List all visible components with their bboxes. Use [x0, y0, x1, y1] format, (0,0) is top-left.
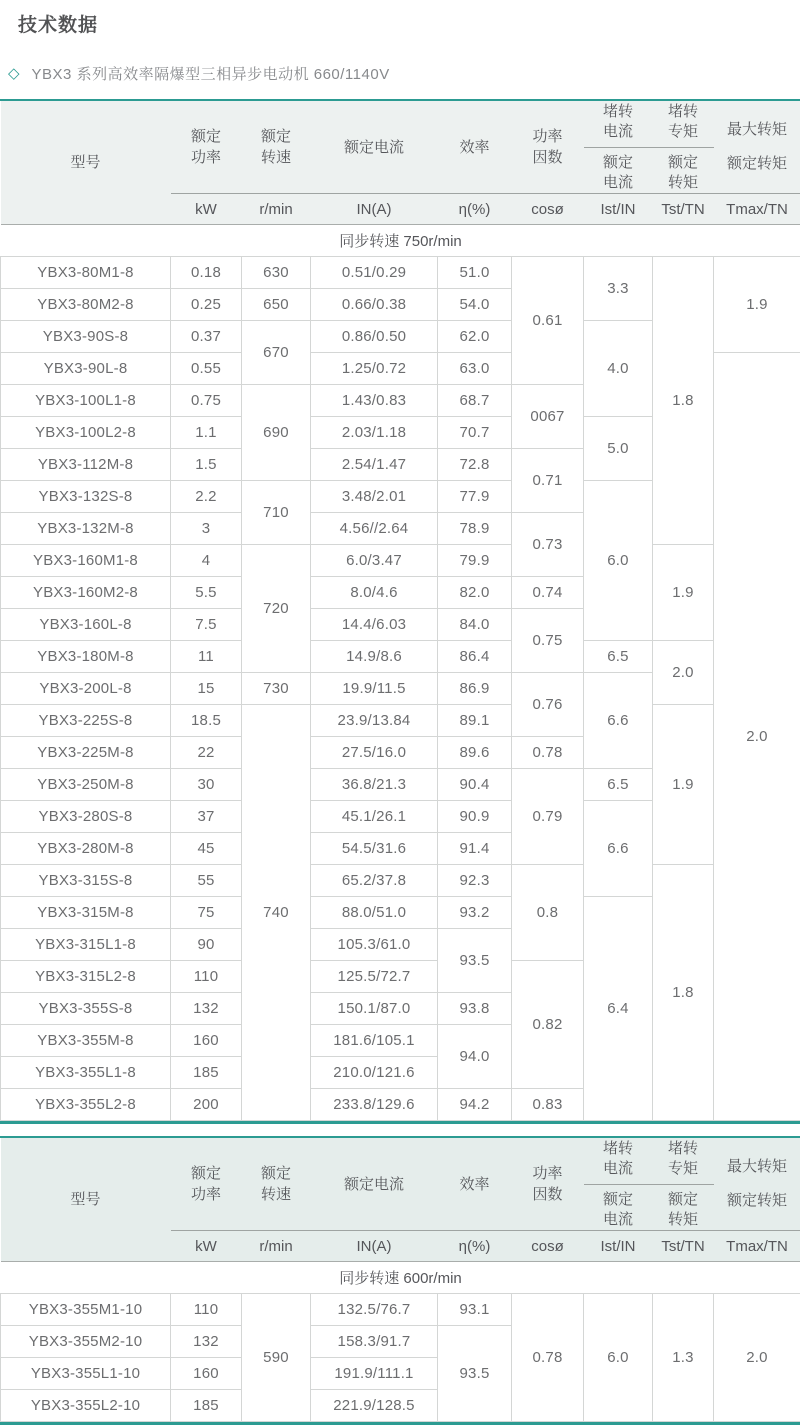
cell-model: YBX3-132M-8 — [1, 513, 171, 545]
cell-speed: 670 — [242, 321, 311, 385]
cell-efficiency: 86.9 — [438, 673, 512, 705]
cell-current: 125.5/72.7 — [311, 961, 438, 993]
cell-efficiency: 89.6 — [438, 737, 512, 769]
cell-model: YBX3-200L-8 — [1, 673, 171, 705]
cell-model: YBX3-90L-8 — [1, 353, 171, 385]
cell-efficiency: 89.1 — [438, 705, 512, 737]
cell-power: 11 — [171, 641, 242, 673]
cell-current: 19.9/11.5 — [311, 673, 438, 705]
unit-efficiency: η(%) — [438, 194, 512, 225]
cell-power-factor: 0.8 — [512, 865, 584, 961]
cell-power: 110 — [171, 961, 242, 993]
cell-model: YBX3-180M-8 — [1, 641, 171, 673]
cell-efficiency: 93.1 — [438, 1294, 512, 1326]
cell-power: 0.55 — [171, 353, 242, 385]
cell-model: YBX3-90S-8 — [1, 321, 171, 353]
unit-tmax-tn: Tmax/TN — [714, 1231, 800, 1262]
cell-current: 105.3/61.0 — [311, 929, 438, 961]
cell-model: YBX3-315M-8 — [1, 897, 171, 929]
cell-power-factor: 0.75 — [512, 609, 584, 673]
column-header-rated-power: 额定 功率 — [171, 1138, 242, 1231]
cell-efficiency: 90.9 — [438, 801, 512, 833]
page-title: 技术数据 — [0, 0, 800, 37]
cell-power: 45 — [171, 833, 242, 865]
header-row-labels — [1, 101, 800, 194]
cell-efficiency: 91.4 — [438, 833, 512, 865]
section-row — [1, 1262, 800, 1294]
cell-power-factor: 0.82 — [512, 961, 584, 1089]
cell-current: 4.56//2.64 — [311, 513, 438, 545]
cell-efficiency: 86.4 — [438, 641, 512, 673]
column-header-locked-torque-ratio — [653, 101, 714, 194]
cell-power-factor: 0.78 — [512, 1294, 584, 1422]
cell-model: YBX3-160L-8 — [1, 609, 171, 641]
column-header-model: 型号 — [1, 101, 171, 225]
cell-current: 27.5/16.0 — [311, 737, 438, 769]
cell-power: 55 — [171, 865, 242, 897]
cell-current: 14.9/8.6 — [311, 641, 438, 673]
cell-efficiency: 93.5 — [438, 929, 512, 993]
fraction-label — [653, 102, 714, 193]
cell-model: YBX3-160M2-8 — [1, 577, 171, 609]
cell-ist-in: 6.6 — [584, 673, 653, 769]
cell-power: 0.25 — [171, 289, 242, 321]
series-subtitle-text: YBX3 系列高效率隔爆型三相异步电动机 660/1140V — [32, 63, 390, 84]
cell-model: YBX3-315S-8 — [1, 865, 171, 897]
cell-power: 90 — [171, 929, 242, 961]
cell-model: YBX3-280S-8 — [1, 801, 171, 833]
cell-power-factor: 0067 — [512, 385, 584, 449]
cell-efficiency: 94.2 — [438, 1089, 512, 1121]
cell-current: 132.5/76.7 — [311, 1294, 438, 1326]
cell-efficiency: 68.7 — [438, 385, 512, 417]
cell-current: 2.03/1.18 — [311, 417, 438, 449]
cell-power-factor: 0.61 — [512, 257, 584, 385]
cell-efficiency: 51.0 — [438, 257, 512, 289]
cell-efficiency: 63.0 — [438, 353, 512, 385]
cell-power-factor: 0.78 — [512, 737, 584, 769]
column-header-max-torque-ratio — [714, 101, 800, 194]
cell-model: YBX3-355L1-10 — [1, 1358, 171, 1390]
cell-speed: 690 — [242, 385, 311, 481]
unit-ist-in: Ist/IN — [584, 1231, 653, 1262]
fraction-denominator: 额定 转矩 — [653, 1185, 714, 1230]
cell-speed: 650 — [242, 289, 311, 321]
fraction-numerator: 堵转 专矩 — [653, 1139, 714, 1185]
cell-power: 22 — [171, 737, 242, 769]
cell-power: 110 — [171, 1294, 242, 1326]
cell-efficiency: 72.8 — [438, 449, 512, 481]
cell-efficiency: 78.9 — [438, 513, 512, 545]
column-header-locked-torque-ratio — [653, 1138, 714, 1231]
cell-model: YBX3-132S-8 — [1, 481, 171, 513]
cell-ist-in: 6.0 — [584, 481, 653, 641]
cell-power: 1.1 — [171, 417, 242, 449]
cell-efficiency: 93.8 — [438, 993, 512, 1025]
cell-power: 0.18 — [171, 257, 242, 289]
cell-model: YBX3-250M-8 — [1, 769, 171, 801]
cell-power: 3 — [171, 513, 242, 545]
cell-speed: 630 — [242, 257, 311, 289]
rated-torque-label: 额定转矩 — [714, 156, 800, 172]
spec-tables-container — [0, 99, 800, 1425]
cell-power: 37 — [171, 801, 242, 833]
unit-efficiency: η(%) — [438, 1231, 512, 1262]
unit-power: kW — [171, 1231, 242, 1262]
table-row — [1, 865, 800, 897]
cell-power: 75 — [171, 897, 242, 929]
cell-power: 160 — [171, 1025, 242, 1057]
cell-ist-in: 6.0 — [584, 1294, 653, 1422]
stacked-label — [714, 122, 800, 172]
cell-efficiency: 79.9 — [438, 545, 512, 577]
cell-current: 8.0/4.6 — [311, 577, 438, 609]
cell-efficiency: 90.4 — [438, 769, 512, 801]
diamond-icon: ◇ — [8, 66, 20, 81]
cell-efficiency: 93.2 — [438, 897, 512, 929]
cell-ist-in: 6.4 — [584, 897, 653, 1121]
cell-power: 30 — [171, 769, 242, 801]
cell-efficiency: 94.0 — [438, 1025, 512, 1089]
cell-ist-in: 6.6 — [584, 801, 653, 897]
cell-model: YBX3-355S-8 — [1, 993, 171, 1025]
cell-current: 0.51/0.29 — [311, 257, 438, 289]
cell-current: 1.43/0.83 — [311, 385, 438, 417]
column-header-max-torque-ratio — [714, 1138, 800, 1231]
fraction-numerator: 堵转 专矩 — [653, 102, 714, 148]
motor-spec-table — [0, 101, 800, 1121]
header-row-labels — [1, 1138, 800, 1231]
section-row — [1, 225, 800, 257]
unit-tmax-tn: Tmax/TN — [714, 194, 800, 225]
cell-current: 0.66/0.38 — [311, 289, 438, 321]
cell-current: 233.8/129.6 — [311, 1089, 438, 1121]
fraction-denominator: 额定 转矩 — [653, 148, 714, 193]
spec-table-2 — [0, 1136, 800, 1425]
column-header-power-factor: 功率 因数 — [512, 1138, 584, 1231]
cell-speed: 740 — [242, 705, 311, 1121]
section-label: 同步转速 750r/min — [1, 225, 800, 257]
table-row — [1, 545, 800, 577]
column-header-rated-speed: 额定 转速 — [242, 1138, 311, 1231]
cell-current: 158.3/91.7 — [311, 1326, 438, 1358]
unit-tst-tn: Tst/TN — [653, 1231, 714, 1262]
cell-power: 132 — [171, 993, 242, 1025]
cell-power-factor: 0.83 — [512, 1089, 584, 1121]
cell-current: 3.48/2.01 — [311, 481, 438, 513]
cell-efficiency: 92.3 — [438, 865, 512, 897]
cell-power: 1.5 — [171, 449, 242, 481]
cell-current: 45.1/26.1 — [311, 801, 438, 833]
cell-model: YBX3-355M1-10 — [1, 1294, 171, 1326]
cell-power-factor: 0.74 — [512, 577, 584, 609]
column-header-power-factor: 功率 因数 — [512, 101, 584, 194]
cell-model: YBX3-112M-8 — [1, 449, 171, 481]
cell-tmax-tn: 2.0 — [714, 353, 800, 1121]
cell-current: 65.2/37.8 — [311, 865, 438, 897]
cell-model: YBX3-100L1-8 — [1, 385, 171, 417]
table-row — [1, 1294, 800, 1326]
cell-model: YBX3-225S-8 — [1, 705, 171, 737]
fraction-label — [653, 1139, 714, 1230]
unit-current: IN(A) — [311, 1231, 438, 1262]
cell-model: YBX3-80M2-8 — [1, 289, 171, 321]
cell-power: 5.5 — [171, 577, 242, 609]
unit-tst-tn: Tst/TN — [653, 194, 714, 225]
cell-speed: 590 — [242, 1294, 311, 1422]
cell-current: 191.9/111.1 — [311, 1358, 438, 1390]
column-header-rated-current: 额定电流 — [311, 1138, 438, 1231]
cell-efficiency: 93.5 — [438, 1326, 512, 1422]
cell-power: 15 — [171, 673, 242, 705]
cell-power: 4 — [171, 545, 242, 577]
cell-current: 150.1/87.0 — [311, 993, 438, 1025]
cell-current: 210.0/121.6 — [311, 1057, 438, 1089]
cell-current: 6.0/3.47 — [311, 545, 438, 577]
fraction-numerator: 堵转 电流 — [584, 102, 653, 148]
cell-efficiency: 82.0 — [438, 577, 512, 609]
cell-speed: 730 — [242, 673, 311, 705]
cell-model: YBX3-280M-8 — [1, 833, 171, 865]
column-header-rated-speed: 额定 转速 — [242, 101, 311, 194]
cell-tst-tn: 1.3 — [653, 1294, 714, 1422]
cell-power: 0.75 — [171, 385, 242, 417]
cell-ist-in: 4.0 — [584, 321, 653, 417]
max-torque-label: 最大转矩 — [714, 1159, 800, 1175]
spec-table-1 — [0, 99, 800, 1124]
fraction-numerator: 堵转 电流 — [584, 1139, 653, 1185]
unit-power: kW — [171, 194, 242, 225]
unit-current: IN(A) — [311, 194, 438, 225]
unit-power-factor: cosø — [512, 1231, 584, 1262]
cell-model: YBX3-80M1-8 — [1, 257, 171, 289]
cell-power-factor: 0.71 — [512, 449, 584, 513]
motor-spec-table — [0, 1138, 800, 1422]
cell-current: 1.25/0.72 — [311, 353, 438, 385]
unit-speed: r/min — [242, 194, 311, 225]
cell-tmax-tn: 2.0 — [714, 1294, 800, 1422]
section-label: 同步转速 600r/min — [1, 1262, 800, 1294]
cell-efficiency: 70.7 — [438, 417, 512, 449]
column-header-locked-current-ratio — [584, 1138, 653, 1231]
series-subtitle — [8, 61, 800, 85]
cell-current: 36.8/21.3 — [311, 769, 438, 801]
cell-current: 88.0/51.0 — [311, 897, 438, 929]
cell-tmax-tn: 1.9 — [714, 257, 800, 353]
cell-tst-tn: 1.9 — [653, 545, 714, 641]
cell-tst-tn: 2.0 — [653, 641, 714, 705]
cell-power: 2.2 — [171, 481, 242, 513]
cell-model: YBX3-160M1-8 — [1, 545, 171, 577]
cell-tst-tn: 1.8 — [653, 865, 714, 1121]
unit-speed: r/min — [242, 1231, 311, 1262]
cell-tst-tn: 1.8 — [653, 257, 714, 545]
fraction-label — [584, 102, 653, 193]
column-header-efficiency: 效率 — [438, 101, 512, 194]
cell-efficiency: 77.9 — [438, 481, 512, 513]
cell-model: YBX3-315L1-8 — [1, 929, 171, 961]
cell-ist-in: 3.3 — [584, 257, 653, 321]
cell-model: YBX3-355L2-10 — [1, 1390, 171, 1422]
cell-power-factor: 0.76 — [512, 673, 584, 737]
cell-speed: 710 — [242, 481, 311, 545]
column-header-rated-current: 额定电流 — [311, 101, 438, 194]
cell-ist-in: 6.5 — [584, 641, 653, 673]
column-header-efficiency: 效率 — [438, 1138, 512, 1231]
cell-model: YBX3-355L1-8 — [1, 1057, 171, 1089]
cell-power-factor: 0.79 — [512, 769, 584, 865]
column-header-model: 型号 — [1, 1138, 171, 1262]
cell-model: YBX3-355M2-10 — [1, 1326, 171, 1358]
rated-torque-label: 额定转矩 — [714, 1193, 800, 1209]
cell-model: YBX3-315L2-8 — [1, 961, 171, 993]
cell-power: 200 — [171, 1089, 242, 1121]
cell-power: 7.5 — [171, 609, 242, 641]
cell-power: 160 — [171, 1358, 242, 1390]
cell-current: 221.9/128.5 — [311, 1390, 438, 1422]
cell-power: 132 — [171, 1326, 242, 1358]
cell-current: 181.6/105.1 — [311, 1025, 438, 1057]
cell-current: 14.4/6.03 — [311, 609, 438, 641]
stacked-label — [714, 1159, 800, 1209]
cell-power: 18.5 — [171, 705, 242, 737]
cell-tst-tn: 1.9 — [653, 705, 714, 865]
column-header-rated-power: 额定 功率 — [171, 101, 242, 194]
cell-model: YBX3-355M-8 — [1, 1025, 171, 1057]
cell-current: 54.5/31.6 — [311, 833, 438, 865]
cell-current: 23.9/13.84 — [311, 705, 438, 737]
cell-power-factor: 0.73 — [512, 513, 584, 577]
fraction-denominator: 额定 电流 — [584, 1185, 653, 1230]
cell-efficiency: 62.0 — [438, 321, 512, 353]
cell-efficiency: 54.0 — [438, 289, 512, 321]
cell-ist-in: 6.5 — [584, 769, 653, 801]
cell-power: 185 — [171, 1057, 242, 1089]
table-row — [1, 257, 800, 289]
unit-power-factor: cosø — [512, 194, 584, 225]
cell-current: 2.54/1.47 — [311, 449, 438, 481]
cell-model: YBX3-355L2-8 — [1, 1089, 171, 1121]
cell-speed: 720 — [242, 545, 311, 673]
cell-efficiency: 84.0 — [438, 609, 512, 641]
unit-ist-in: Ist/IN — [584, 194, 653, 225]
cell-ist-in: 5.0 — [584, 417, 653, 481]
cell-model: YBX3-225M-8 — [1, 737, 171, 769]
column-header-locked-current-ratio — [584, 101, 653, 194]
fraction-label — [584, 1139, 653, 1230]
cell-power: 185 — [171, 1390, 242, 1422]
table-row — [1, 641, 800, 673]
cell-power: 0.37 — [171, 321, 242, 353]
table-row — [1, 705, 800, 737]
cell-current: 0.86/0.50 — [311, 321, 438, 353]
fraction-denominator: 额定 电流 — [584, 148, 653, 193]
cell-model: YBX3-100L2-8 — [1, 417, 171, 449]
max-torque-label: 最大转矩 — [714, 122, 800, 138]
